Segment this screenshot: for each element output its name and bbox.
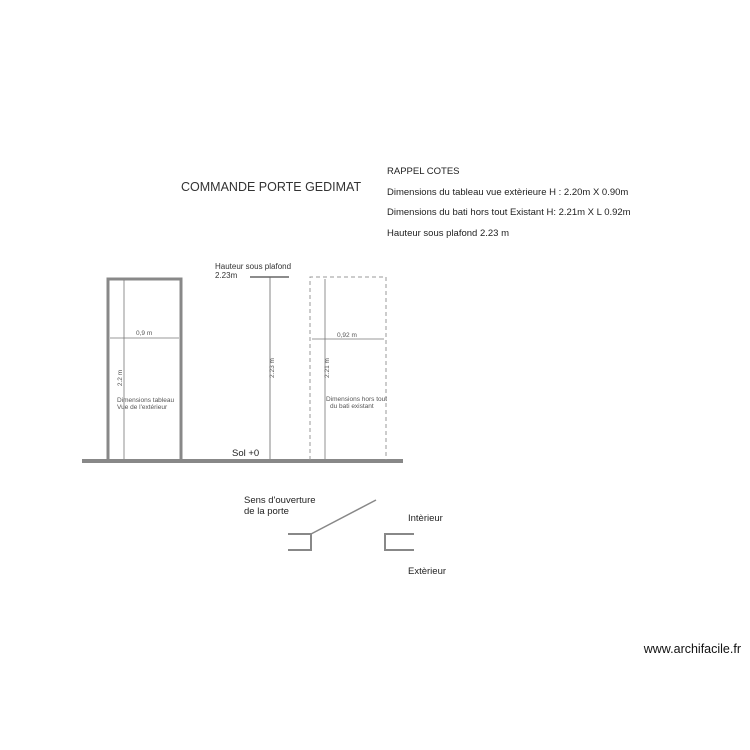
- door-bati-caption-1: Dimensions hors tout: [326, 396, 388, 403]
- rappel-line-plafond: Hauteur sous plafond 2.23 m: [387, 228, 509, 239]
- plafond-height-label: 2.23 m: [269, 358, 276, 378]
- plafond-label: Hauteur sous plafond: [215, 262, 292, 271]
- door-bati-height-label: 2.21 m: [324, 358, 331, 378]
- door-bati: [310, 277, 386, 460]
- page-title: COMMANDE PORTE GEDIMAT: [181, 180, 362, 194]
- rappel-heading: RAPPEL COTES: [387, 166, 460, 177]
- rappel-line-tableau: Dimensions du tableau vue extèrieure H : 2.20m X 0.90m: [387, 187, 629, 198]
- opening-label-2: de la porte: [244, 506, 289, 517]
- opening-right-wall: [385, 534, 414, 550]
- exterieur-label: Extèrieur: [408, 566, 447, 577]
- rappel-line-bati: Dimensions du bati hors tout Existant H: 2.21m X L 0.92m: [387, 207, 631, 218]
- door-tableau-frame: [108, 279, 181, 460]
- door-tableau-dimensions: [110, 280, 179, 459]
- door-tableau-height-label: 2.2 m: [117, 369, 124, 387]
- ground-line: [82, 459, 403, 463]
- opening-door-leaf: [311, 500, 376, 534]
- interieur-label: Intèrieur: [408, 513, 443, 524]
- opening-symbol: [288, 500, 414, 550]
- door-bati-frame: [310, 277, 386, 460]
- sol-label: Sol +0: [232, 448, 260, 459]
- door-tableau-caption-1: Dimensions tableau: [117, 397, 175, 404]
- door-tableau-caption-2: Vue de l'extérieur: [117, 404, 168, 411]
- door-tableau-width-label: 0,9 m: [136, 330, 153, 337]
- archifacile-watermark: www.archifacile.fr: [643, 642, 741, 656]
- opening-left-wall: [288, 534, 311, 550]
- door-tableau: [108, 279, 181, 460]
- plafond-value: 2.23m: [215, 271, 238, 280]
- door-bati-width-label: 0,92 m: [337, 332, 357, 339]
- opening-label-1: Sens d'ouverture: [244, 495, 316, 506]
- door-bati-dimensions: [312, 279, 384, 459]
- door-bati-caption-2: du bati existant: [330, 403, 374, 410]
